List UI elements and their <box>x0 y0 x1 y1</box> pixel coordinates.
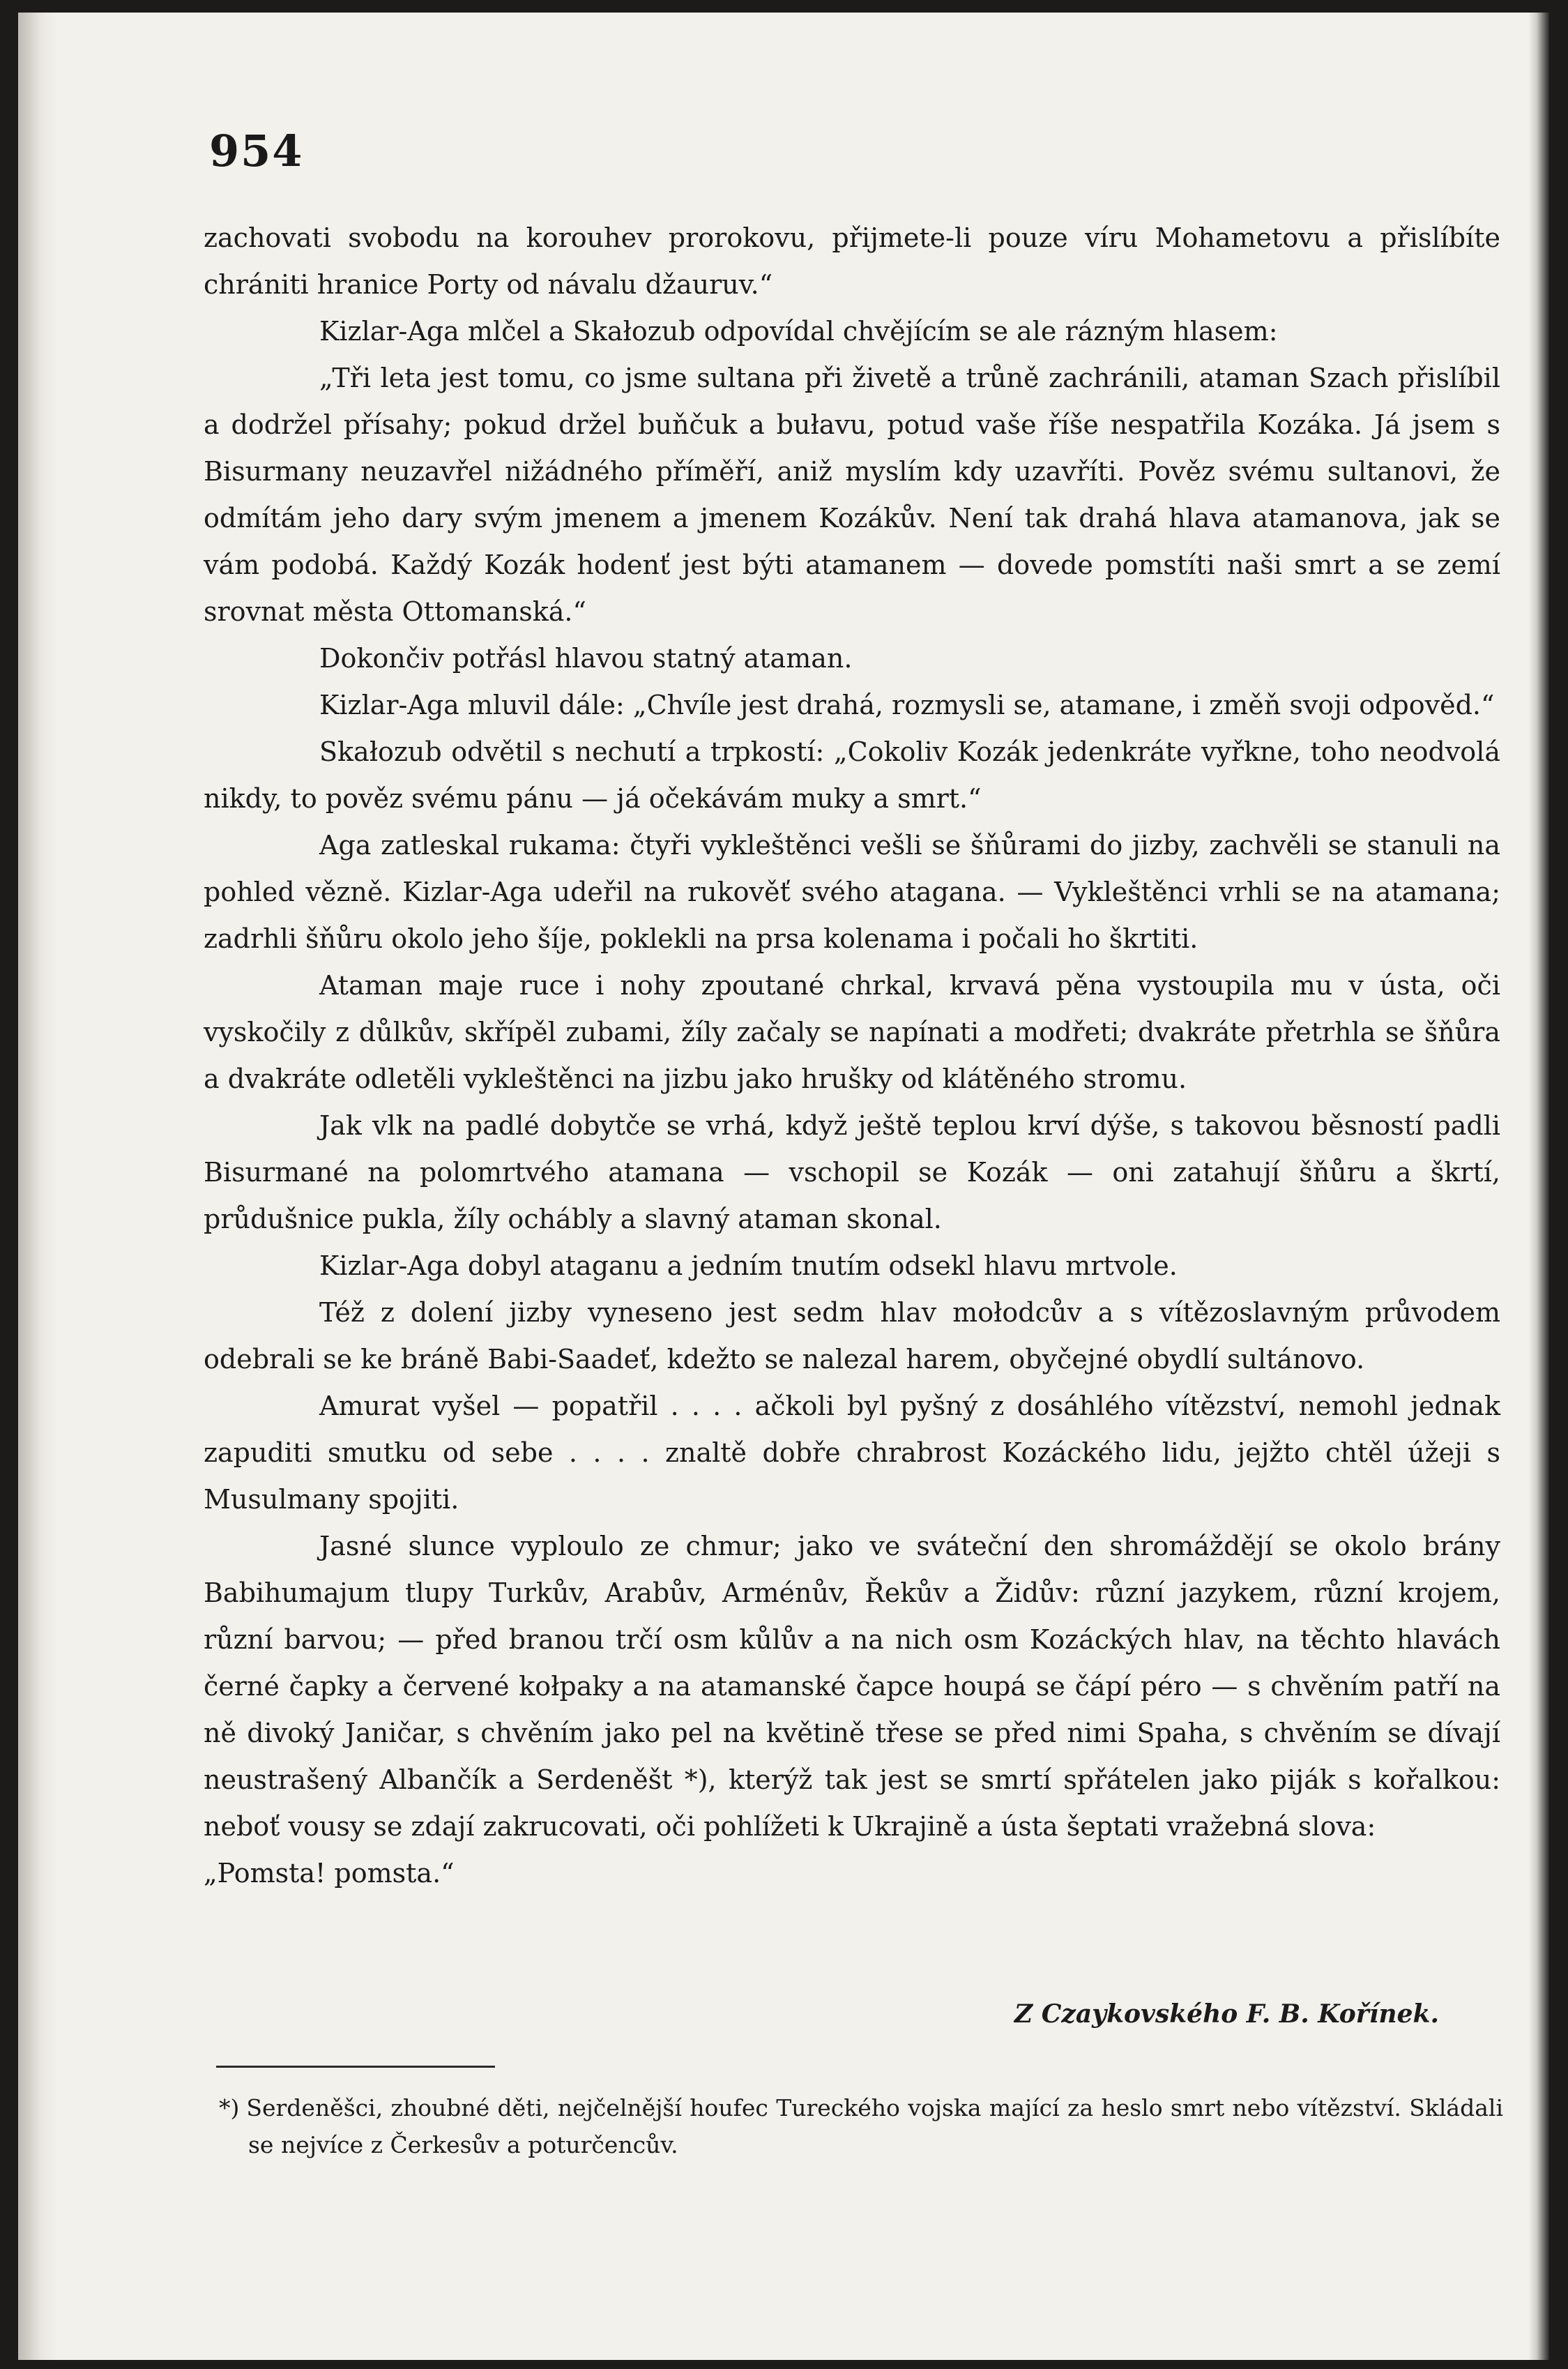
page-number: 954 <box>209 126 304 176</box>
paragraph: Jak vlk na padlé dobytče se vrhá, když ještě teplou krví dýše, s takovou běsností padli Bisurmané na polomrtvého atamana — vschopil se Kozák — oni zatahují šňůru a škrtí, průdušnice pukla, žíly ochábly a slavný ataman skonal. <box>204 1110 1500 1234</box>
footnote-divider <box>216 2066 495 2068</box>
paragraph: Amurat vyšel — popatřil . . . . ačkoli byl pyšný z dosáhlého vítězství, nemohl jednak zapuditi smutku od sebe . . . . znaltě dobře chrabrost Kozáckého lidu, jejžto chtěl úžeji s Musulmany spojiti. <box>204 1391 1500 1515</box>
scanned-page <box>18 13 1549 2360</box>
footnote-text: Serdeněšci, zhoubné děti, nejčelnější houfec Tureckého vojska mající za heslo smrt nebo vítězství. Skládali se nejvíce z Čerkesův a poturčencův. <box>246 2094 1503 2158</box>
paragraph: Též z dolení jizby vyneseno jest sedm hlav mołodcův a s vítězoslavným průvodem odebrali se ke bráně Babi-Saadeť, kdežto se nalezal harem, obyčejné obydlí sultánovo. <box>204 1297 1500 1375</box>
binding-shadow <box>18 13 57 2360</box>
paragraph: Kizlar-Aga dobyl ataganu a jedním tnutím odsekl hlavu mrtvole. <box>319 1250 1178 1281</box>
closing-quote-line: „Pomsta! pomsta.“ <box>204 1858 455 1889</box>
paragraph: zachovati svobodu na korouhev prorokovu, přijmete-li pouze víru Mohametovu a přislíbíte chrániti hranice Porty od návalu džauruv.“ <box>204 222 1500 300</box>
page-edge-shadow <box>1528 13 1549 2360</box>
paragraph: Skałozub odvětil s nechutí a trpkostí: „Cokoliv Kozák jedenkráte vyřkne, toho neodvolá nikdy, to pověz svému pánu — já očekávám muky a smrt.“ <box>204 736 1500 814</box>
paragraph: Ataman maje ruce i nohy zpoutané chrkal, krvavá pěna vystoupila mu v ústa, oči vyskočily z důlkův, skřípěl zubami, žíly začaly se napínati a modřeti; dvakráte přetrhla se šňůra a dvakráte odletěli vykleštěnci na jizbu jako hrušky od klátěného stromu. <box>204 970 1500 1094</box>
author-signature: Z Czaykovského F. B. Kořínek. <box>1014 1999 1439 2029</box>
paragraph: Kizlar-Aga mluvil dále: „Chvíle jest drahá, rozmysli se, atamane, i změň svoji odpověd.“ <box>319 690 1495 720</box>
footnote-mark: *) <box>219 2094 240 2121</box>
footnote <box>219 2089 1503 2163</box>
paragraph: Aga zatleskal rukama: čtyři vykleštěnci vešli se šňůrami do jizby, zachvěli se stanuli na pohled vězně. Kizlar-Aga udeřil na rukověť svého atagana. — Vykleštěnci vrhli se na atamana; zadrhli šňůru okolo jeho šíje, poklekli na prsa kolenama i počali ho škrtiti. <box>204 830 1500 954</box>
paragraph: „Tři leta jest tomu, co jsme sultana při živetě a trůně zachránili, ataman Szach přislíbil a dodržel přísahy; pokud držel buňčuk a bułavu, potud vaše říše nespatřila Kozáka. Já jsem s Bisurmany neuzavřel nižádného příměří, aniž myslím kdy uzavříti. Pověz svému sultanovi, že odmítám jeho dary svým jmenem a jmenem Kozákův. Není tak drahá hlava atamanova, jak se vám podobá. Každý Kozák hodenť jest býti atamanem — dovede pomstíti naši smrt a se zemí srovnat města Ottomanská.“ <box>204 363 1500 627</box>
body-text <box>204 215 1500 1897</box>
paragraph: Jasné slunce vyploulo ze chmur; jako ve sváteční den shromáždějí se okolo brány Babihumajum tlupy Turkův, Arabův, Arménův, Řekův a Židův: různí jazykem, různí krojem, různí barvou; — před branou trčí osm kůlův a na nich osm Kozáckých hlav, na těchto hlavách černé čapky a červené kołpaky a na atamanské čapce houpá se čápí péro — s chvěním patří na ně divoký Janičar, s chvěním jako pel na květině třese se před nimi Spaha, s chvěním se dívají neustrašený Albančík a Serdeněšt *), kterýž tak jest se smrtí spřátelen jako piják s kořalkou: neboť vousy se zdají zakrucovati, oči pohlížeti k Ukrajině a ústa šeptati vražebná slova: <box>204 1531 1500 1842</box>
paragraph: Dokončiv potřásl hlavou statný ataman. <box>319 643 853 674</box>
paragraph: Kizlar-Aga mlčel a Skałozub odpovídal chvějícím se ale rázným hlasem: <box>319 316 1278 347</box>
